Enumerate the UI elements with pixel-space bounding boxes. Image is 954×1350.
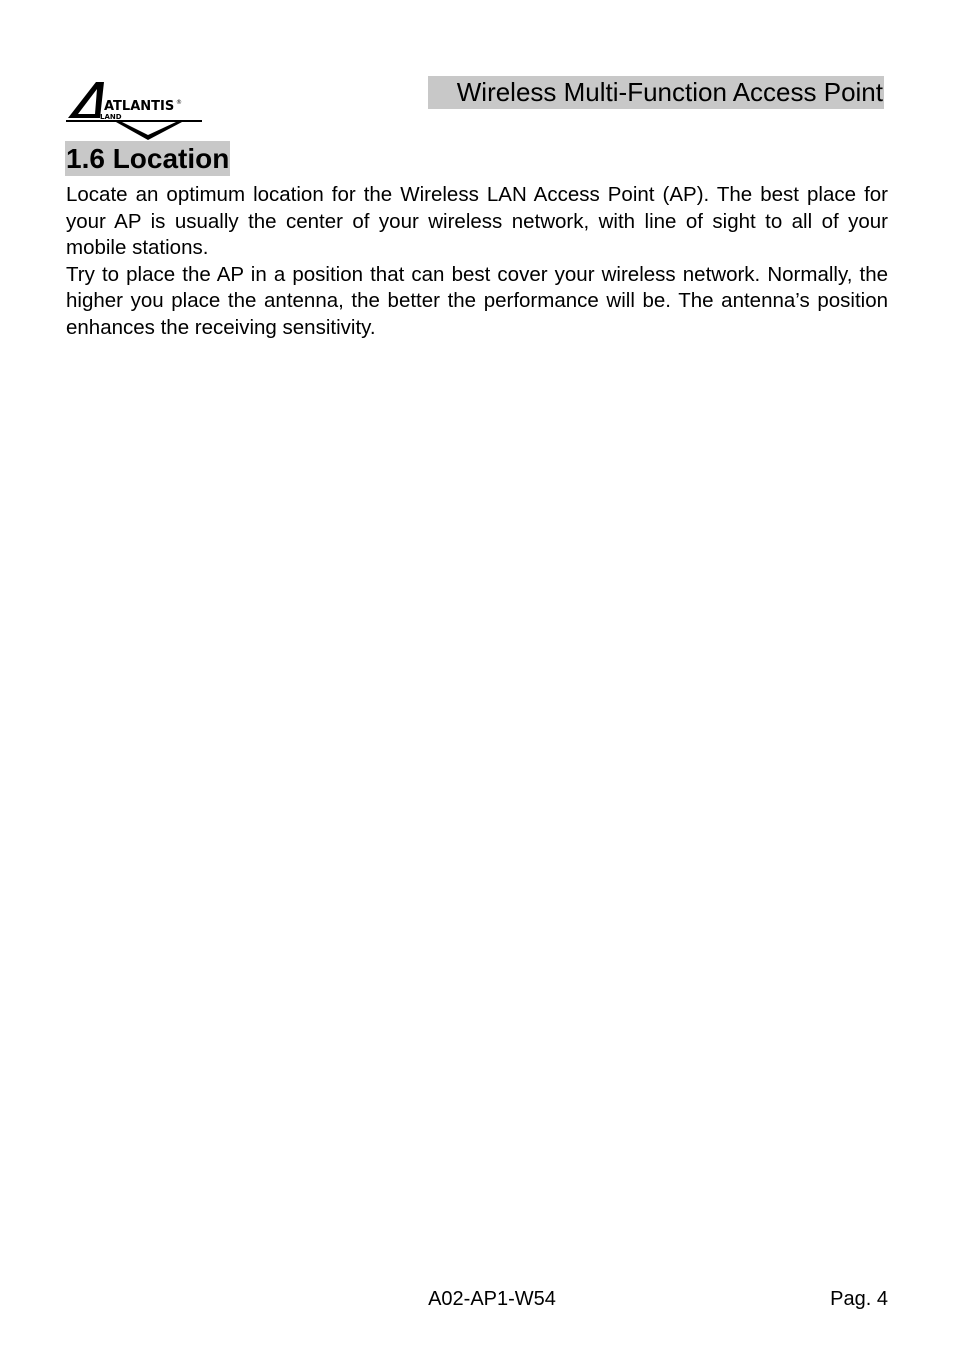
section-heading: 1.6 Location xyxy=(66,143,230,174)
footer-page-number: Pag. 4 xyxy=(830,1288,888,1310)
footer-document-code: A02-AP1-W54 xyxy=(428,1288,556,1310)
body-paragraph: Locate an optimum location for the Wireless LAN Access Point (AP). The best place for your AP is usually the center of your wireless network, with line of sight to all of your mobile stations. xyxy=(66,183,888,259)
body-paragraph: Try to place the AP in a position that can best cover your wireless network. Normally, the higher you place the antenna, the better the performance will be. The antenna’s position enhances the receiving sensitivity. xyxy=(66,262,888,339)
logo-wordmark: ATLANTIS xyxy=(104,99,175,114)
atlantis-land-logo xyxy=(64,80,204,142)
section-body xyxy=(66,182,888,341)
document-header-title: Wireless Multi-Function Access Point xyxy=(428,76,884,109)
logo-subtext: LAND xyxy=(100,113,122,121)
svg-text:®: ® xyxy=(176,99,182,106)
